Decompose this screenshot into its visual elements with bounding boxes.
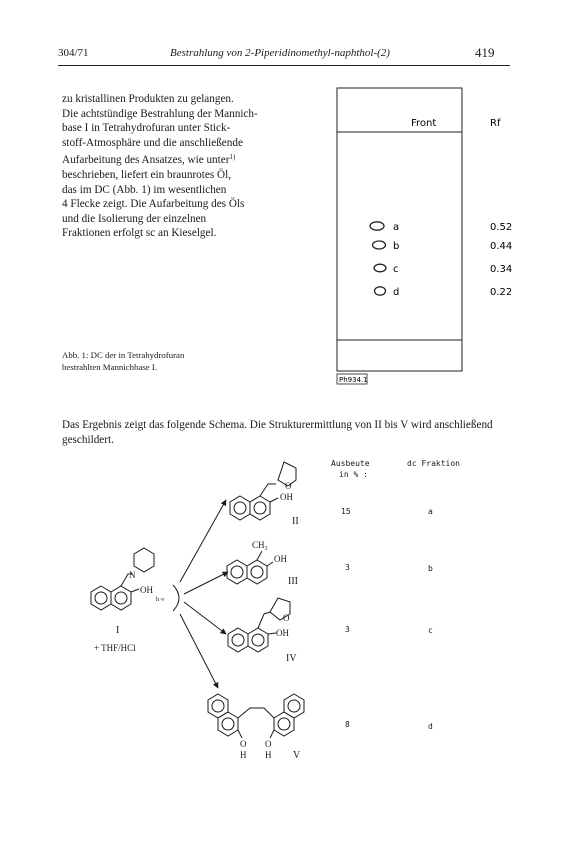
methyl-label: $CH_3$ (252, 540, 268, 552)
running-header-title: Bestrahlung von 2-Piperidinomethyl-naphthol-(2) (170, 47, 390, 59)
oxygen-label: O (283, 613, 290, 623)
yield-value: 3 (345, 625, 350, 634)
tlc-spot-label: b (393, 241, 400, 252)
body-line: das im DC (Abb. 1) im wesentlichen (62, 183, 227, 196)
results-paragraph: Das Ergebnis zeigt das folgende Schema. Die Strukturermittlung von II bis V wird anschließend geschildert. (62, 419, 493, 446)
arrow-to-V (180, 614, 218, 688)
yield-value: 3 (345, 563, 350, 572)
hydroxyl-label: OH (280, 492, 293, 502)
oxygen-label: O (240, 739, 247, 749)
tlc-figure (0, 0, 576, 400)
yield-header: Ausbeute (331, 459, 370, 468)
tlc-spot-b (373, 241, 386, 249)
fraction-header: dc Fraktion (407, 459, 460, 468)
hydrogen-label: H (240, 750, 247, 760)
body-line: stoff-Atmosphäre und die anschließende (62, 136, 243, 149)
compound-II-structure (230, 462, 296, 520)
body-line: beschrieben, liefert ein braunrotes Öl, (62, 168, 231, 181)
tlc-spot-d (375, 287, 386, 295)
compound-I-structure (91, 548, 154, 610)
tlc-plate (337, 88, 462, 371)
fraction-value: c (428, 626, 433, 635)
oxygen-label: O (285, 481, 292, 491)
reaction-scheme (0, 440, 576, 770)
tlc-spot-a (370, 222, 384, 230)
tlc-spot-label: c (393, 264, 399, 275)
nitrogen-label: N (129, 570, 136, 580)
tlc-front-label: Front (411, 118, 437, 129)
tlc-spot-c (374, 264, 386, 272)
body-line: Aufarbeitung des Ansatzes, wie unter$^{1)}$ (62, 153, 236, 167)
tlc-plate-tag: Ph934.1 (339, 376, 368, 384)
hydroxyl-label: OH (140, 585, 153, 595)
fraction-value: d (428, 722, 433, 731)
compound-IV-structure (228, 598, 290, 652)
tlc-rf-value: 0.22 (490, 287, 513, 298)
page-number: 419 (475, 45, 495, 60)
body-line: 4 Flecke zeigt. Die Aufarbeitung des Öls (62, 198, 245, 211)
arrow-to-III (184, 572, 228, 594)
figure-caption: Abb. 1: DC der in Tetrahydrofuran bestrahlten Mannichbase I. (62, 350, 185, 372)
arrow-to-II (180, 500, 226, 582)
compound-label-IV: IV (286, 653, 297, 664)
fraction-value: b (428, 564, 433, 573)
body-line: und die Isolierung der einzelnen (62, 212, 207, 225)
hydroxyl-label: OH (276, 628, 289, 638)
oxygen-label: O (265, 739, 272, 749)
compound-label-II: II (292, 516, 299, 527)
body-line: zu kristallinen Produkten zu gelangen. (62, 93, 234, 105)
yield-value: 8 (345, 720, 350, 729)
hydroxyl-label: OH (274, 554, 287, 564)
body-line: Fraktionen erfolgt sc an Kieselgel. (62, 227, 217, 240)
fraction-value: a (428, 507, 433, 516)
arrow-to-IV (184, 602, 226, 634)
yield-header-unit: in % : (339, 470, 368, 479)
body-line: base I in Tetrahydrofuran unter Stick- (62, 122, 231, 135)
footnote-ref: 1) (229, 153, 236, 162)
tlc-rf-value: 0.52 (490, 222, 513, 233)
compound-III-structure (227, 551, 273, 584)
hydrogen-label: H (265, 750, 272, 760)
compound-V-structure (208, 694, 304, 738)
body-line: Die achtstündige Bestrahlung der Mannich- (62, 107, 258, 120)
tlc-rf-header: Rf (490, 118, 501, 129)
compound-label-I: I (116, 625, 120, 636)
tlc-spot-label: a (393, 222, 400, 233)
tlc-rf-value: 0.34 (490, 264, 513, 275)
yield-value: 15 (341, 507, 351, 516)
tlc-rf-value: 0.44 (490, 241, 513, 252)
reagent-label: + THF/HCl (94, 643, 136, 653)
hv-label: h·ν (156, 596, 165, 603)
compound-label-V: V (293, 750, 301, 761)
compound-label-III: III (288, 576, 298, 587)
tlc-spot-label: d (393, 287, 400, 298)
running-header-left: 304/71 (58, 47, 89, 59)
